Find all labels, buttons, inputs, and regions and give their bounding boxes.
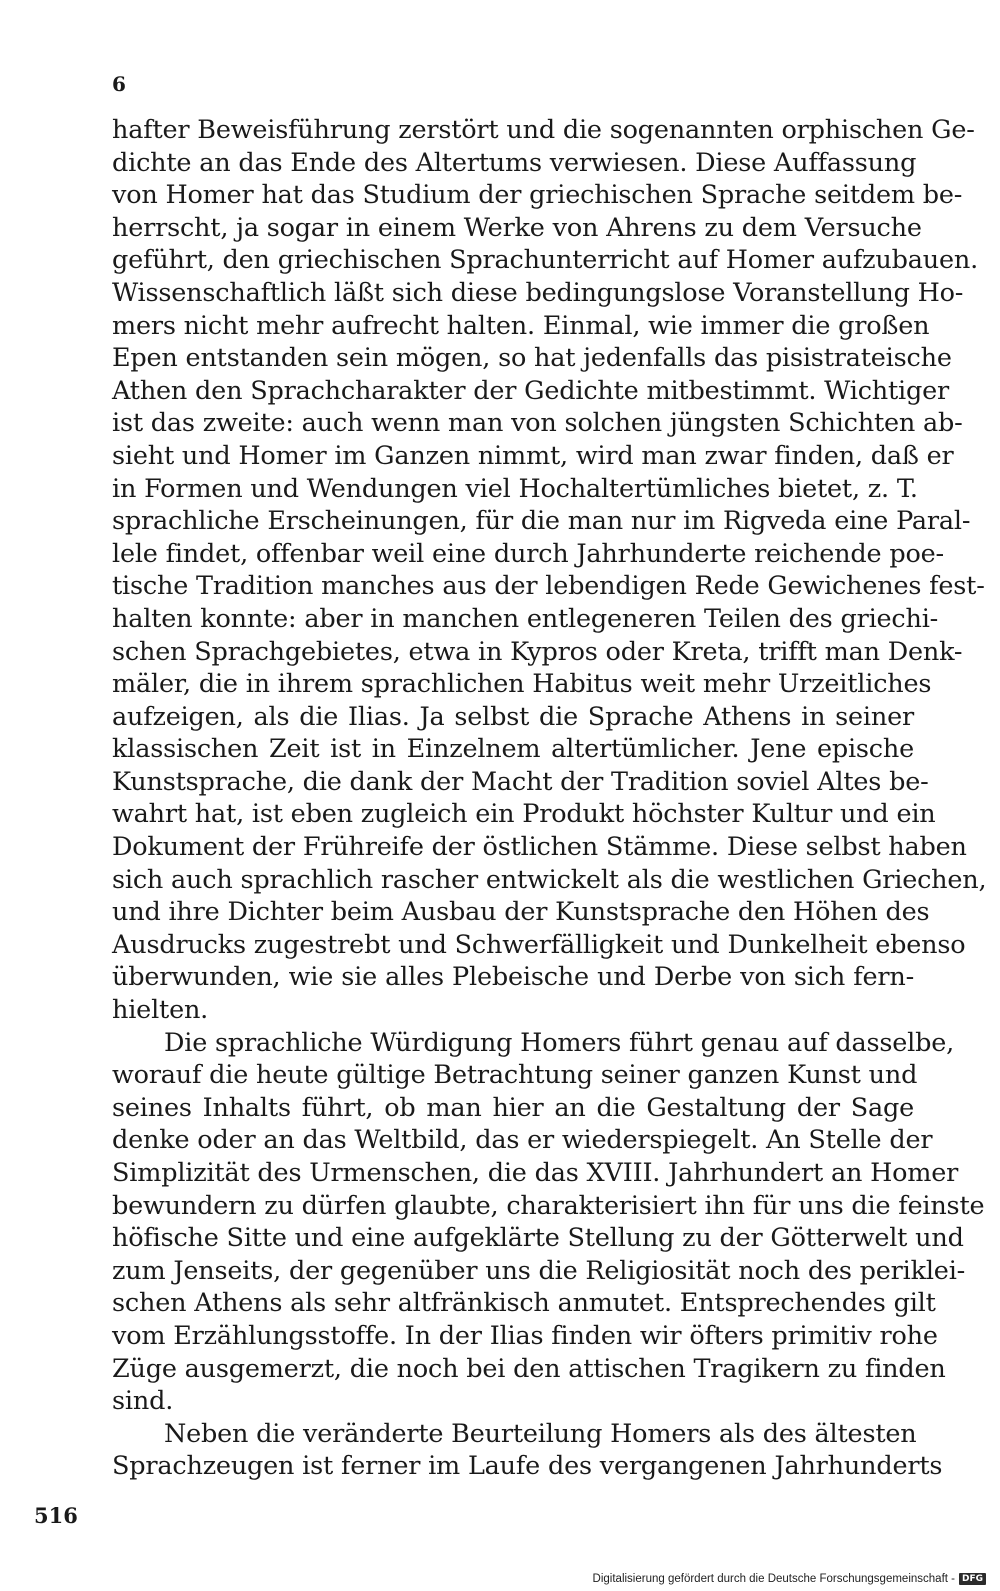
text-line: in Formen und Wendungen viel Hochaltertümliches bietet, z. T. [112,473,918,504]
text-line: worauf die heute gültige Betrachtung seiner ganzen Kunst und [112,1060,918,1091]
text-line: sieht und Homer im Ganzen nimmt, wird man zwar finden, daß er [112,440,954,471]
text-line: tische Tradition manches aus der lebendigen Rede Gewichenes fest- [112,571,985,602]
text-line: Ausdrucks zugestrebt und Schwerfälligkeit und Dunkelheit ebenso [112,929,966,960]
text-line: hielten. [112,995,209,1026]
text-line: denke oder an das Weltbild, das er wiederspiegelt. An Stelle der [112,1125,933,1156]
text-line: bewundern zu dürfen glaubte, charakterisiert ihn für uns die feinste [112,1190,985,1221]
text-line: von Homer hat das Studium der griechischen Sprache seitdem be- [112,180,963,211]
text-line: Neben die veränderte Beurteilung Homers als des ältesten [164,1418,917,1449]
text-line: sind. [112,1386,174,1417]
digitization-footer [593,1573,986,1585]
text-line: zum Jenseits, der gegenüber uns die Religiosität noch des periklei- [112,1255,966,1286]
text-line: Wissenschaftlich läßt sich diese bedingungslose Voranstellung Ho- [112,277,964,308]
text-line: vom Erzählungsstoffe. In der Ilias finden wir öfters primitiv rohe [112,1320,938,1351]
text-line: aufzeigen, als die Ilias. Ja selbst die Sprache Athens in seiner [112,701,914,732]
text-line: mers nicht mehr aufrecht halten. Einmal, wie immer die großen [112,310,930,341]
text-line: klassischen Zeit ist in Einzelnem altertümlicher. Jene epische [112,734,914,765]
text-line: herrscht, ja sogar in einem Werke von Ahrens zu dem Versuche [112,212,922,243]
text-line: halten konnte: aber in manchen entlegeneren Teilen des griechi- [112,603,939,634]
text-line: sprachliche Erscheinungen, für die man nur im Rigveda eine Paral- [112,506,971,537]
text-line: Kunstsprache, die dank der Macht der Tradition soviel Altes be- [112,766,929,797]
text-line: Epen entstanden sein mögen, so hat jedenfalls das pisistrateische [112,343,952,374]
text-line: wahrt hat, ist eben zugleich ein Produkt höchster Kultur und ein [112,799,936,830]
text-line: Athen den Sprachcharakter der Gedichte mitbestimmt. Wichtiger [112,375,950,406]
text-line: Dokument der Frühreife der östlichen Stämme. Diese selbst haben [112,832,967,863]
page-number-bottom: 516 [34,1503,78,1528]
text-line: hafter Beweisführung zerstört und die sogenannten orphischen Ge- [112,115,975,145]
text-line: lele findet, offenbar weil eine durch Jahrhunderte reichende poe- [112,538,944,569]
text-line: Die sprachliche Würdigung Homers führt genau auf dasselbe, [164,1027,955,1058]
text-line: Simplizität des Urmenschen, die das XVIII. Jahrhundert an Homer [112,1158,959,1188]
text-line: seines Inhalts führt, ob man hier an die Gestaltung der Sage [112,1092,914,1123]
text-line: überwunden, wie sie alles Plebeische und Derbe von sich fern- [112,962,914,993]
text-line: und ihre Dichter beim Ausbau der Kunstsprache den Höhen des [112,897,930,928]
dfg-logo: DFG [959,1573,986,1585]
footer-text: Digitalisierung gefördert durch die Deutsche Forschungsgemeinschaft - [592,1573,955,1585]
text-body [112,114,987,1483]
text-line: schen Athens als sehr altfränkisch anmutet. Entsprechendes gilt [112,1288,936,1319]
text-line: Sprachzeugen ist ferner im Laufe des vergangenen Jahrhunderts [112,1451,943,1482]
page-number-top: 6 [112,72,126,96]
text-line: Züge ausgemerzt, die noch bei den attischen Tragikern zu finden [112,1353,946,1384]
text-line: sich auch sprachlich rascher entwickelt als die westlichen Griechen, [112,864,987,895]
text-line: höfische Sitte und eine aufgeklärte Stellung zu der Götterwelt und [112,1223,964,1254]
text-line: ist das zweite: auch wenn man von solchen jüngsten Schichten ab- [112,408,963,439]
text-line: mäler, die in ihrem sprachlichen Habitus weit mehr Urzeitliches [112,669,932,700]
text-line: schen Sprachgebietes, etwa in Kypros oder Kreta, trifft man Denk- [112,636,963,667]
paragraph [112,1418,943,1483]
text-line: geführt, den griechischen Sprachunterricht auf Homer aufzubauen. [112,245,979,276]
text-line: dichte an das Ende des Altertums verwiesen. Diese Auffassung [112,147,917,178]
paragraph [112,114,987,1027]
paragraph [112,1027,985,1418]
